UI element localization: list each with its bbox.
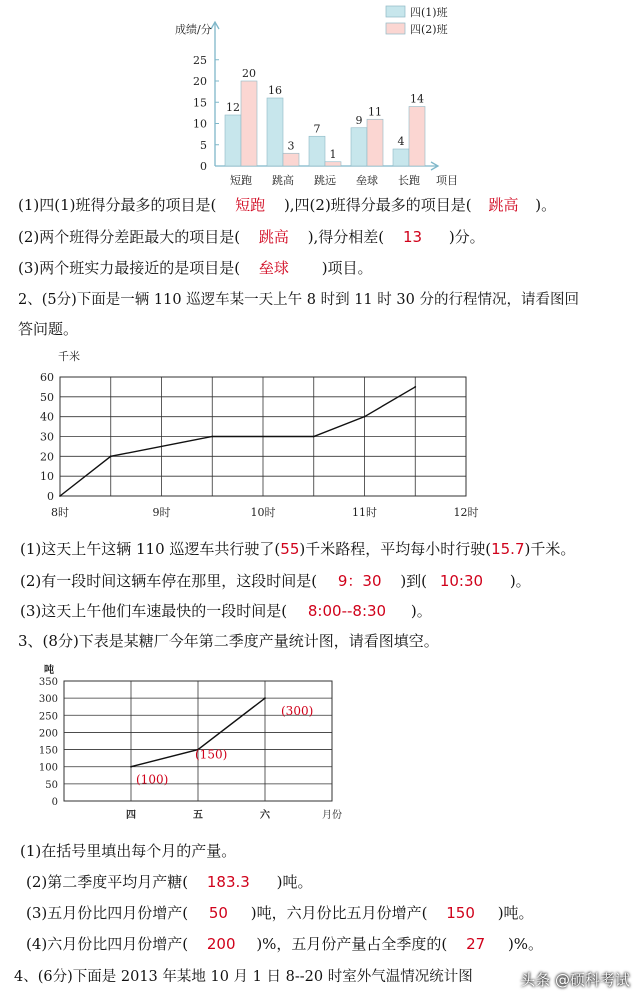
q1-line-2 [18,226,485,247]
q2-s1-text-b: )千米路程，平均每小时行驶( [299,540,492,558]
production-chart-grid [39,663,342,821]
y-tick-label: 10 [193,117,207,131]
x-tick-label: 五 [193,810,203,821]
bar-value-label: 4 [397,135,405,148]
line-chart-production [30,660,370,822]
q3-title: 3、(8分)下表是某糖厂今年第二季度产量统计图，请看图填空。 [18,632,439,650]
line-chart-distance [28,346,498,526]
y-tick-label: 50 [40,390,54,404]
x-tick-label: 9时 [152,506,171,519]
y-tick-label: 40 [40,410,54,424]
y-tick-label: 150 [38,745,58,757]
y-tick-label: 250 [38,711,58,723]
q3-s3-text-a: (3)五月份比四月份增产( [26,904,189,922]
q3-s3-answer-2: 150 [446,904,475,922]
q2-s3-answer-1: 8:00--8:30 [307,602,387,620]
q3-sub-3 [26,902,534,923]
bar [351,128,367,166]
data-point [264,697,266,699]
q2-s1-text-c: )千米。 [524,540,576,558]
q1-l2-answer-1: 跳高 [258,228,289,246]
q3-s3-answer-1: 50 [208,904,228,922]
bar-value-label: 12 [226,101,240,114]
y-tick-label: 20 [193,75,207,88]
q3-s3-text-c: )吨。 [497,904,534,922]
y-tick-label: 20 [40,450,54,464]
q1-l1-answer-2: 跳高 [488,196,519,214]
x-tick-label: 8时 [51,506,69,519]
data-point [313,436,315,438]
data-point [364,416,366,418]
q1-line-1 [18,194,556,215]
bar-value-label: 3 [287,139,295,153]
bar [367,119,383,166]
q1-l1-text-a: (1)四(1)班得分最多的项目是( [18,196,217,214]
bar-value-label: 9 [355,113,363,127]
q3-s4-answer-1: 200 [206,935,236,953]
q1-l1-text-c: )。 [535,196,557,214]
bar-chart-legend [386,5,448,36]
y-axis-title: 成绩/分 [175,23,212,36]
data-point [110,455,112,457]
bar [409,107,425,167]
bar-chart-bars [225,67,425,187]
data-point [211,436,213,438]
q3-s4-text-a: (4)六月份比四月份增产( [26,935,189,953]
q2-sub-2 [20,570,531,591]
q1-l3-text-a: (3)两个班实力最接近的是项目是( [18,259,241,277]
y-tick-label: 0 [200,160,207,173]
q2-s3-text-b: )。 [410,602,432,620]
q1-l2-text-c: )分。 [448,228,485,246]
x-tick-label: 11时 [352,506,377,519]
x-tick-label: 12时 [453,506,479,519]
y-tick-label: 300 [38,694,58,706]
legend-swatch [386,23,405,34]
q2-title-line-2: 答问题。 [18,320,79,338]
x-category-label: 跳高 [272,174,294,187]
q2-s2-answer-1: 9：30 [337,572,382,590]
q1-l3-answer-1: 垒球 [258,259,289,277]
bar [309,136,325,166]
q3-s2-text-b: )吨。 [276,873,313,891]
y-tick-label: 5 [200,138,207,152]
y-axis-title: 吨 [44,665,54,676]
q2-s2-text-a: (2)有一段时间这辆车停在那里，这段时间是( [20,572,318,590]
q2-s1-answer-1: 55 [280,540,300,558]
q1-l2-answer-2: 13 [402,228,423,246]
q3-s3-text-b: )吨，六月份比五月份增产( [250,904,428,922]
bar-value-label: 11 [368,105,382,119]
watermark: 头条 @硕科考试 [520,971,630,989]
y-tick-label: 100 [38,762,58,774]
q2-title-line-1: 2、(5分)下面是一辆 110 巡逻车某一天上午 8 时到 11 时 30 分的行程情况，请看图回 [18,292,579,308]
distance-chart-grid [40,349,479,519]
legend-label: 四(1)班 [410,6,448,19]
y-tick-label: 0 [51,797,58,808]
x-category-label: 跳远 [314,174,336,187]
q3-s4-answer-2: 27 [466,935,486,953]
q1-line-3 [18,257,373,278]
data-label: (150) [195,747,228,762]
bar-value-label: 1 [329,147,337,161]
data-point [130,766,132,768]
y-tick-label: 10 [40,470,54,484]
y-tick-label: 15 [193,96,207,110]
q1-l3-text-b: )项目。 [321,259,373,277]
q1-l1-text-b: ),四(2)班得分最多的项目是( [283,196,472,214]
bar-value-label: 20 [242,67,256,80]
series-line-distance [60,387,415,496]
bar-value-label: 7 [313,122,321,136]
bar-value-label: 14 [410,92,424,106]
bar [283,153,299,166]
q3-sub-1: (1)在括号里填出每个月的产量。 [20,842,237,860]
q1-l2-text-a: (2)两个班得分差距最大的项目是( [18,228,241,246]
y-tick-label: 30 [40,430,54,444]
data-point [59,495,61,497]
x-category-label: 短跑 [230,174,252,187]
bar-chart-scores [170,0,470,192]
y-tick-label: 50 [45,779,58,791]
q3-sub-2 [26,871,312,892]
y-tick-label: 60 [40,371,54,384]
data-label: (300) [281,704,314,719]
x-category-label: 长跑 [398,174,420,187]
q4-title: 4、(6分)下面是 2013 年某地 10 月 1 日 8--20 时室外气温情况统计图 [14,969,473,985]
q1-l2-text-b: ),得分相差( [307,228,385,246]
q2-s2-text-c: )。 [509,572,531,590]
legend-label: 四(2)班 [410,23,448,36]
q2-s1-answer-2: 15.7 [491,540,525,558]
q2-s1-text-a: (1)这天上午这辆 110 巡逻车共行驶了( [20,540,281,558]
q2-s3-text-a: (3)这天上午他们车速最快的一段时间是( [20,602,288,620]
x-tick-label: 10时 [250,506,276,519]
y-axis-title: 千米 [58,350,80,363]
x-axis-title: 项目 [436,174,458,187]
legend-swatch [386,6,405,17]
q3-s2-answer-1: 183.3 [206,873,250,891]
q3-s2-text-a: (2)第二季度平均月产糖( [26,873,189,891]
q2-sub-3 [20,600,432,621]
x-tick-label: 六 [260,810,270,821]
y-tick-label: 0 [47,490,54,503]
y-tick-label: 200 [38,728,58,740]
production-chart-line [130,697,313,786]
y-tick-label: 25 [193,53,207,67]
q3-s4-text-c: )%。 [507,935,544,953]
bar-value-label: 16 [268,84,282,97]
x-axis-title: 月份 [322,810,342,821]
bar [393,149,409,166]
q2-s2-text-b: )到( [400,572,428,590]
x-tick-label: 四 [126,810,136,821]
distance-chart-line [59,386,416,497]
bar [267,98,283,166]
data-point [414,386,416,388]
q1-l1-answer-1: 短跑 [235,196,266,214]
y-tick-label: 350 [38,677,58,688]
bar [325,162,341,166]
data-label: (100) [136,772,169,787]
q2-sub-1 [20,538,575,559]
bar [225,115,241,166]
q3-sub-4 [26,933,543,954]
x-category-label: 垒球 [356,174,378,187]
q3-s4-text-b: )%，五月份产量占全季度的( [256,935,448,953]
bar [241,81,257,166]
q2-s2-answer-2: 10:30 [439,572,484,590]
